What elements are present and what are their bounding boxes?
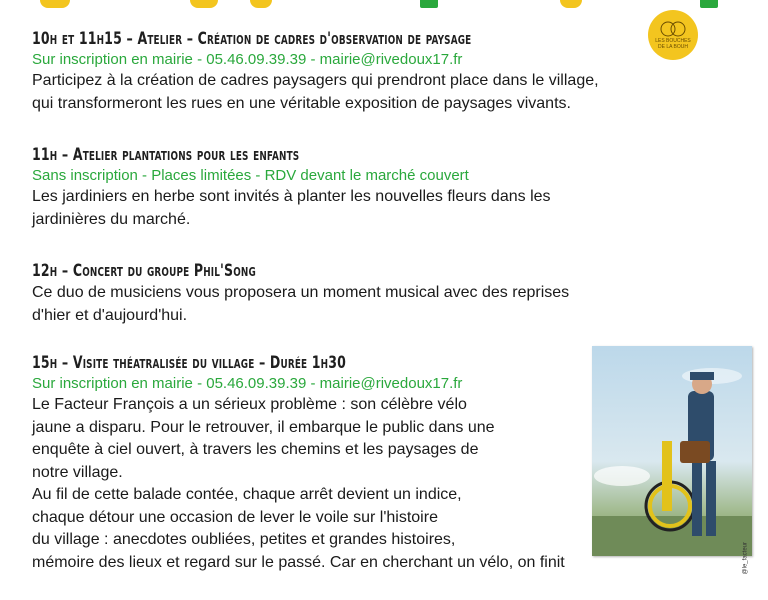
text-line: enquête à ciel ouvert, à travers les chemins et les paysages de bbox=[32, 441, 479, 458]
event-title: 11h – Atelier plantations pour les enfants bbox=[32, 145, 300, 165]
event-info: Sur inscription en mairie - 05.46.09.39.39 - mairie@rivedoux17.fr bbox=[32, 375, 463, 392]
top-decoration-strip bbox=[0, 0, 768, 14]
event-title: 10h et 11h15 – Atelier – Création de cadres d'observation de paysage bbox=[32, 29, 472, 49]
text-line: mémoire des lieux et regard sur le passé. Car en cherchant un vélo, on finit bbox=[32, 553, 565, 571]
event-description bbox=[32, 186, 736, 231]
badge-text: LES BOUCHES bbox=[655, 38, 691, 44]
event-description bbox=[32, 394, 592, 574]
decoration-shape bbox=[40, 0, 70, 8]
text-line: qui transformeront les rues en une véritable exposition de paysages vivants. bbox=[32, 94, 571, 112]
event-info: Sur inscription en mairie - 05.46.09.39.39 - mairie@rivedoux17.fr bbox=[32, 51, 463, 68]
event-block bbox=[32, 144, 736, 231]
text-line: Les jardiniers en herbe sont invités à planter les nouvelles fleurs dans les bbox=[32, 188, 551, 205]
event-block bbox=[32, 28, 736, 115]
decoration-shape bbox=[250, 0, 272, 8]
text-line: d'hier et d'aujourd'hui. bbox=[32, 306, 188, 324]
event-title: 12h – Concert du groupe Phil'Song bbox=[32, 261, 256, 281]
decoration-shape bbox=[700, 0, 718, 8]
postman-photo bbox=[592, 346, 752, 575]
event-description bbox=[32, 282, 736, 327]
text-line: notre village. bbox=[32, 463, 123, 481]
text-line: Ce duo de musiciens vous proposera un moment musical avec des reprises bbox=[32, 284, 570, 301]
event-description bbox=[32, 70, 736, 115]
text-line: Au fil de cette balade contée, chaque arrêt devient un indice, bbox=[32, 486, 462, 503]
photo-credit: @le_facteur bbox=[742, 542, 748, 575]
event-block bbox=[32, 352, 592, 574]
text-line: Le Facteur François a un sérieux problème : son célèbre vélo bbox=[32, 396, 467, 413]
text-line: jaune a disparu. Pour le retrouver, il embarque le public dans une bbox=[32, 418, 495, 436]
decoration-shape bbox=[560, 0, 582, 8]
decoration-shape bbox=[420, 0, 438, 8]
postman-with-bicycle-image bbox=[592, 346, 752, 556]
decoration-shape bbox=[190, 0, 218, 8]
text-line: du village : anecdotes oubliées, petites et grandes histoires, bbox=[32, 531, 456, 548]
badge-text: DE LA BOUH bbox=[657, 44, 688, 50]
text-line: chaque détour une occasion de lever le voile sur l'histoire bbox=[32, 508, 438, 526]
text-line: Participez à la création de cadres paysagers qui prendront place dans le village, bbox=[32, 72, 599, 89]
text-line: jardinières du marché. bbox=[32, 210, 191, 228]
event-info: Sans inscription - Places limitées - RDV devant le marché couvert bbox=[32, 167, 469, 184]
event-block bbox=[32, 260, 736, 327]
event-title: 15h – Visite théatralisée du village – Durée 1h30 bbox=[32, 353, 347, 373]
